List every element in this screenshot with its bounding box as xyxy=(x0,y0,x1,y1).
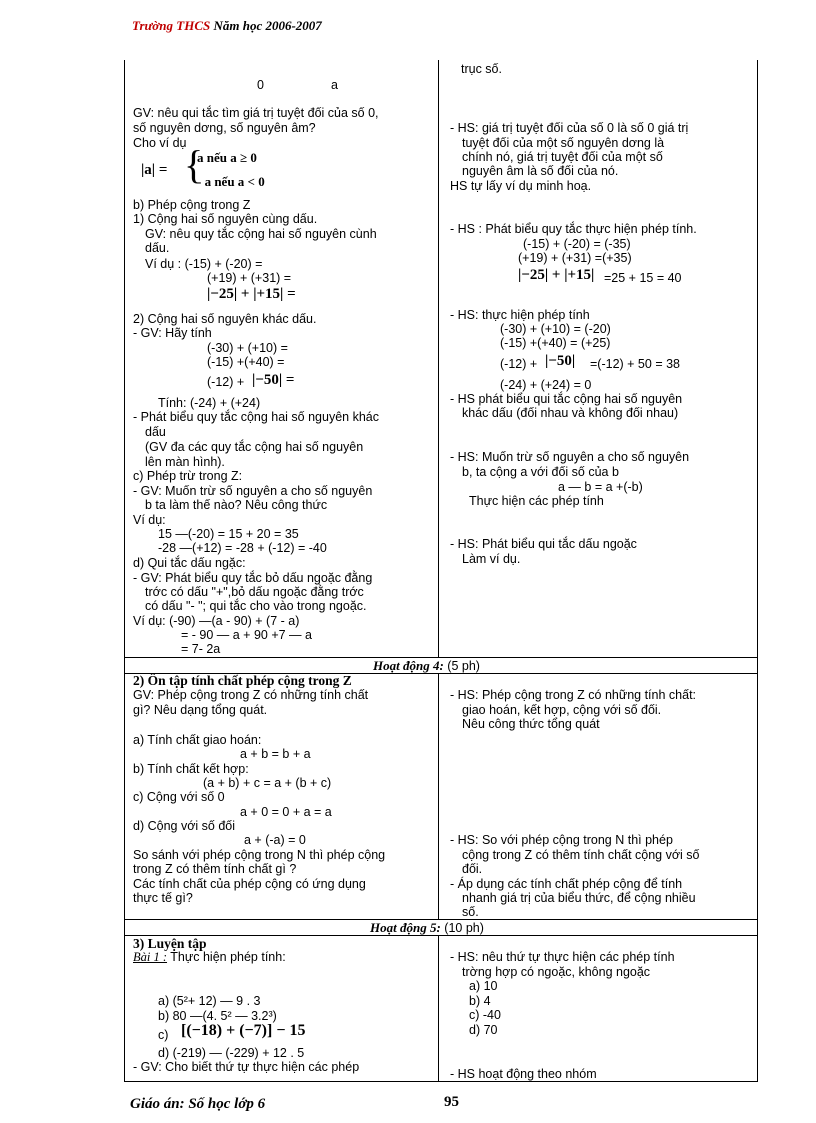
d-gv-1: - GV: Phát biểu quy tắc bỏ dấu ngoặc đằng xyxy=(133,571,373,585)
hd5-hs-1: - HS: nêu thứ tự thực hiện các phép tính xyxy=(450,950,675,964)
hd4-compare-2: trong Z có thêm tính chất gì ? xyxy=(133,862,297,876)
c-example-1: 15 —(-20) = 15 + 20 = 35 xyxy=(158,527,299,541)
hd4-title: Hoạt động 4: xyxy=(373,658,444,673)
section-c: c) Phép trừ trong Z: xyxy=(133,469,243,483)
prop-b: b) Tính chất kết hợp: xyxy=(133,762,249,776)
hs-abs-5: HS tự lấy ví dụ minh hoạ. xyxy=(450,179,592,193)
axis-line-text: trục số. xyxy=(461,62,502,76)
prop-a-formula: a + b = b + a xyxy=(240,747,311,761)
column-divider-bottom xyxy=(438,935,439,1082)
hs-b1-example-3b: =25 + 15 = 40 xyxy=(604,271,682,285)
prop-b-formula: (a + b) + c = a + (b + c) xyxy=(203,776,332,790)
b2-calc: Tính: (-24) + (+24) xyxy=(158,396,261,410)
b2-rule-3: (GV đa các quy tắc cộng hai số nguyên xyxy=(145,440,364,454)
section-d: d) Qui tắc dấu ngặc: xyxy=(133,556,246,570)
hd4-compare-1: So sánh với phép cộng trong N thì phép cộng xyxy=(133,848,386,862)
answer-c: c) -40 xyxy=(469,1008,501,1022)
b1-example-2: (+19) + (+31) = xyxy=(207,271,292,285)
b2-gv: - GV: Hãy tính xyxy=(133,326,212,340)
gv-abs-example: Cho ví dụ xyxy=(133,136,187,150)
hd5-gv-last: - GV: Cho biết thứ tự thực hiện các phép xyxy=(133,1060,360,1074)
hd4-gv-2: gì? Nêu dạng tổng quát. xyxy=(133,703,268,717)
hs-abs-4: nguyên âm là số đối của nó. xyxy=(462,164,619,178)
hs-b2-example-2: (-15) +(+40) = (+25) xyxy=(500,336,611,350)
hd5-exercise-row xyxy=(133,950,286,965)
hd5-title: Hoạt động 5: xyxy=(370,920,441,935)
school-year: Năm học 2006-2007 xyxy=(213,18,322,33)
b2-rule-2: dấu xyxy=(145,425,166,439)
hd4-hs-apply-1: - Áp dụng các tính chất phép cộng để tính xyxy=(450,877,683,891)
c-gv-2: b ta làm thế nào? Nêu công thức xyxy=(145,498,328,512)
hd5-time: (10 ph) xyxy=(444,921,484,935)
exercise-b: b) 80 —(4. 5² — 3.2³) xyxy=(158,1009,277,1023)
hd4-hs-compare-1: - HS: So với phép cộng trong N thì phép xyxy=(450,833,673,847)
d-gv-3: có dấu "- "; qui tắc cho vào trong ngoặc. xyxy=(145,599,367,613)
hd4-apply-1: Các tính chất của phép cộng có ứng dụng xyxy=(133,877,366,891)
exercise-c-label: c) xyxy=(158,1028,169,1042)
hs-d-1: - HS: Phát biểu qui tắc dấu ngoặc xyxy=(450,537,637,551)
d-example-2: = - 90 — a + 90 +7 — a xyxy=(181,628,312,642)
hs-b1-example-2: (+19) + (+31) =(+35) xyxy=(518,251,632,265)
b1-example-1: Ví dụ : (-15) + (-20) = xyxy=(145,257,263,271)
b2-example-1: (-30) + (+10) = xyxy=(207,341,288,355)
hd4-hs-compare-2: cộng trong Z có thêm tính chất cộng với số xyxy=(462,848,700,862)
hs-abs-2: tuyệt đối của một số nguyên dơng là xyxy=(462,136,665,150)
d-example-1: Ví dụ: (-90) —(a - 90) + (7 - a) xyxy=(133,614,300,628)
hd4-heading-row xyxy=(373,658,480,674)
school-name: Trường THCS xyxy=(132,18,211,33)
page-number: 95 xyxy=(444,1094,459,1110)
gv-abs-q1: GV: nêu qui tắc tìm giá trị tuyệt đối của số 0, xyxy=(133,106,379,120)
hs-c-1: - HS: Muốn trừ số nguyên a cho số nguyên xyxy=(450,450,690,464)
b1-title: 1) Cộng hai số nguyên cùng dấu. xyxy=(133,212,318,226)
hs-b2-example-1: (-30) + (+10) = (-20) xyxy=(500,322,611,336)
b2-example-3a: (-12) + xyxy=(207,375,245,389)
prop-d-formula: a + (-a) = 0 xyxy=(244,833,306,847)
hd4-hs-apply-2: nhanh giá trị của biểu thức, để cộng nhiều xyxy=(462,891,696,905)
hs-b1-example-1: (-15) + (-20) = (-35) xyxy=(523,237,631,251)
b2-example-2: (-15) +(+40) = xyxy=(207,355,285,369)
b2-title: 2) Cộng hai số nguyên khác dấu. xyxy=(133,312,317,326)
b1-gv-2: dấu. xyxy=(145,241,170,255)
page-header xyxy=(132,18,322,34)
abs-case-1: a nếu a ≥ 0 xyxy=(197,150,257,165)
b1-example-3: |−25| + |+15| = xyxy=(207,286,296,302)
hd4-time: (5 ph) xyxy=(447,659,480,673)
hs-c-4: Thực hiện các phép tính xyxy=(469,494,604,508)
hd4-hs-3: Nêu công thức tổng quát xyxy=(462,717,600,731)
d-example-3: = 7- 2a xyxy=(181,642,221,656)
prop-c: c) Cộng với số 0 xyxy=(133,790,225,804)
hd4-hs-1: - HS: Phép cộng trong Z có những tính chất: xyxy=(450,688,697,702)
hs-abs-1: - HS: giá trị tuyệt đối của số 0 là số 0 giá trị xyxy=(450,121,689,135)
column-divider-top xyxy=(438,60,439,658)
d-gv-2: trớc có dấu "+",bỏ dấu ngoặc đằng trớc xyxy=(145,585,364,599)
hd5-heading-row xyxy=(370,920,484,936)
brace-symbol: { xyxy=(184,142,204,187)
prop-d: d) Cộng với số đối xyxy=(133,819,235,833)
b1-gv-1: GV: nêu quy tắc cộng hai số nguyên cùnh xyxy=(145,227,377,241)
hs-b2-example-3b: |−50| xyxy=(545,353,576,369)
hs-b2-rule-2: khác dấu (đối nhau và không đối nhau) xyxy=(462,406,679,420)
hs-b2-example-3a: (-12) + xyxy=(500,357,538,371)
hs-c-3: a — b = a +(-b) xyxy=(558,480,643,494)
c-example: Ví dụ: xyxy=(133,513,166,527)
column-divider-mid xyxy=(438,673,439,920)
hs-b2-example-3c: =(-12) + 50 = 38 xyxy=(590,357,680,371)
hs-b1: - HS : Phát biểu quy tắc thực hiện phép tính. xyxy=(450,222,697,236)
hs-b1-example-3a: |−25| + |+15| xyxy=(518,267,595,283)
b2-example-3b: |−50| = xyxy=(252,372,295,388)
hs-c-2: b, ta cộng a với đối số của b xyxy=(462,465,619,479)
exercise-text: Thực hiện phép tính: xyxy=(170,950,286,964)
hs-b2-example-4: (-24) + (+24) = 0 xyxy=(500,378,592,392)
answer-d: d) 70 xyxy=(469,1023,498,1037)
prop-a: a) Tính chất giao hoán: xyxy=(133,733,262,747)
hd4-hs-compare-3: đối. xyxy=(462,862,483,876)
gv-abs-q2: số nguyên dơng, số nguyên âm? xyxy=(133,121,316,135)
exercise-d: d) (-219) — (-229) + 12 . 5 xyxy=(158,1046,305,1060)
b2-rule-4: lên màn hình). xyxy=(145,455,225,469)
hs-b2: - HS: thực hiện phép tính xyxy=(450,308,590,322)
section-b: b) Phép cộng trong Z xyxy=(133,198,251,212)
b2-rule-1: - Phát biểu quy tắc cộng hai số nguyên khác xyxy=(133,410,379,424)
footer-title: Giáo án: Số học lớp 6 xyxy=(130,1096,266,1112)
hs-d-2: Làm ví dụ. xyxy=(462,552,521,566)
answer-a: a) 10 xyxy=(469,979,498,993)
hs-b2-rule-1: - HS phát biểu qui tắc cộng hai số nguyên xyxy=(450,392,683,406)
hd5-hs-group: - HS hoạt động theo nhóm xyxy=(450,1067,597,1081)
axis-zero: 0 xyxy=(257,78,264,92)
hd4-section-heading: 2) Ôn tập tính chất phép cộng trong Z xyxy=(133,673,352,688)
abs-case-2: - a nếu a < 0 xyxy=(197,174,265,189)
hd4-hs-2: giao hoán, kết hợp, cộng với số đối. xyxy=(462,703,662,717)
answer-b: b) 4 xyxy=(469,994,491,1008)
hd4-hs-apply-3: số. xyxy=(462,905,479,919)
axis-a: a xyxy=(331,78,338,92)
c-example-2: -28 —(+12) = -28 + (-12) = -40 xyxy=(158,541,327,555)
hs-abs-3: chính nó, giá trị tuyệt đối của một số xyxy=(462,150,663,164)
exercise-c: [(−18) + (−7)] − 15 xyxy=(181,1022,306,1039)
exercise-label: Bài 1 : xyxy=(133,950,168,964)
abs-lhs: |a| = xyxy=(141,162,168,178)
prop-c-formula: a + 0 = 0 + a = a xyxy=(240,805,332,819)
hd4-apply-2: thực tế gì? xyxy=(133,891,193,905)
hd5-hs-2: trờng hợp có ngoặc, không ngoặc xyxy=(462,965,651,979)
c-gv-1: - GV: Muốn trừ số nguyên a cho số nguyên xyxy=(133,484,373,498)
exercise-a: a) (5²+ 12) — 9 . 3 xyxy=(158,994,261,1008)
hd5-section-heading: 3) Luyện tập xyxy=(133,936,207,951)
hd4-gv-1: GV: Phép cộng trong Z có những tính chất xyxy=(133,688,369,702)
